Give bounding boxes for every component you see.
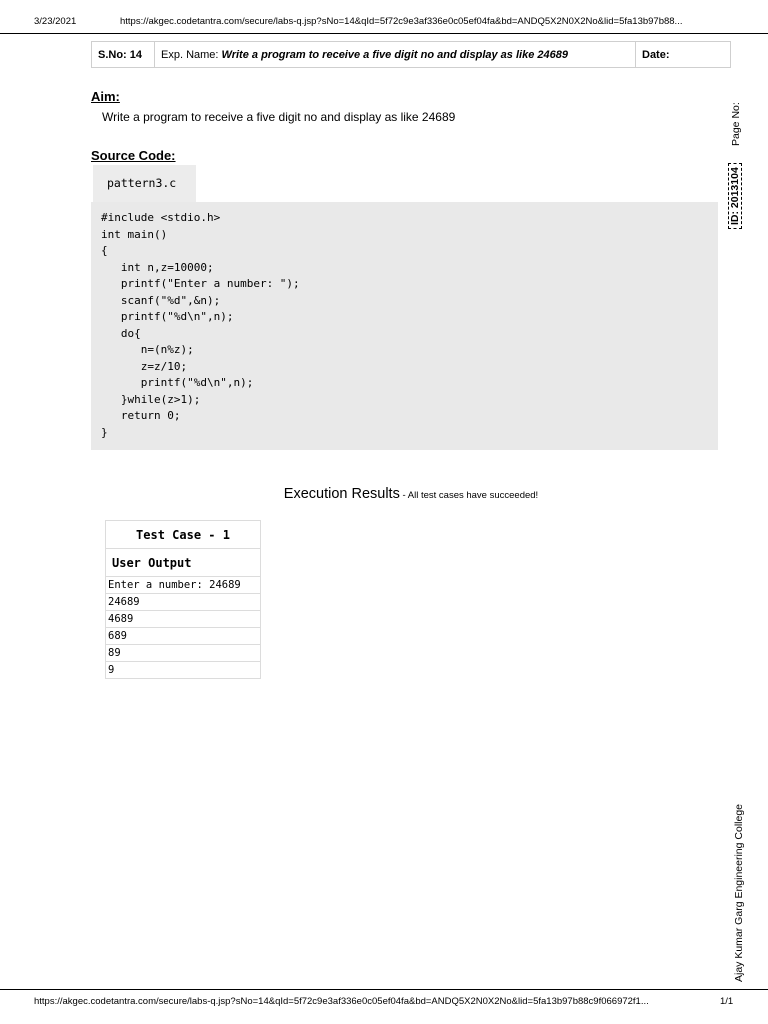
aim-text: Write a program to receive a five digit no and display as like 24689 <box>102 110 456 124</box>
file-tab[interactable]: pattern3.c <box>93 165 196 202</box>
output-row: 9 <box>106 662 261 679</box>
execution-status: - All test cases have succeeded! <box>399 490 539 501</box>
output-row: 689 <box>106 628 261 645</box>
college-name: Ajay Kumar Garg Engineering College <box>733 803 745 982</box>
source-code-heading: Source Code: <box>91 148 176 163</box>
output-row: 89 <box>106 645 261 662</box>
footer-rule <box>0 989 768 990</box>
experiment-name-cell <box>155 42 636 68</box>
output-row: 24689 <box>106 594 261 611</box>
print-date: 3/23/2021 <box>34 16 77 27</box>
aim-heading: Aim: <box>91 89 120 104</box>
experiment-name: Write a program to receive a five digit no and display as like 24689 <box>221 48 568 61</box>
output-row: Enter a number: 24689 <box>106 577 261 594</box>
output-row: 4689 <box>106 611 261 628</box>
source-code: #include <stdio.h> int main() { int n,z=10000; printf("Enter a number: "); scanf("%d",&n); printf("%d\n",n); do{ n=(n%z); z=z/10; printf("%d\n",n); }while(z>1); return 0; } <box>101 211 300 439</box>
student-id <box>729 163 741 229</box>
experiment-meta-table <box>91 41 731 68</box>
print-url: https://akgec.codetantra.com/secure/labs-q.jsp?sNo=14&qId=5f72c9e3af336e0c05ef04fa&bd=ANDQ5X2N0X2No&lid=5fa13b97b88... <box>120 16 683 27</box>
experiment-name-prefix: Exp. Name: <box>161 48 222 61</box>
execution-results-heading <box>0 486 768 502</box>
footer-url: https://akgec.codetantra.com/secure/labs-q.jsp?sNo=14&qId=5f72c9e3af336e0c05ef04fa&bd=ANDQ5X2N0X2No&lid=5fa13b97b88c9f066972f1... <box>34 996 649 1007</box>
student-id-box: ID: 2013104 <box>728 163 742 229</box>
page-number-label: Page No: <box>730 102 742 146</box>
test-case-table <box>105 520 261 679</box>
date-label: Date: <box>636 42 731 68</box>
test-case-title: Test Case - 1 <box>106 521 261 549</box>
footer-page-number: 1/1 <box>720 996 734 1007</box>
header-rule <box>0 33 768 34</box>
execution-title: Execution Results <box>283 486 400 502</box>
user-output-label: User Output <box>106 549 261 577</box>
serial-number: S.No: 14 <box>92 42 155 68</box>
